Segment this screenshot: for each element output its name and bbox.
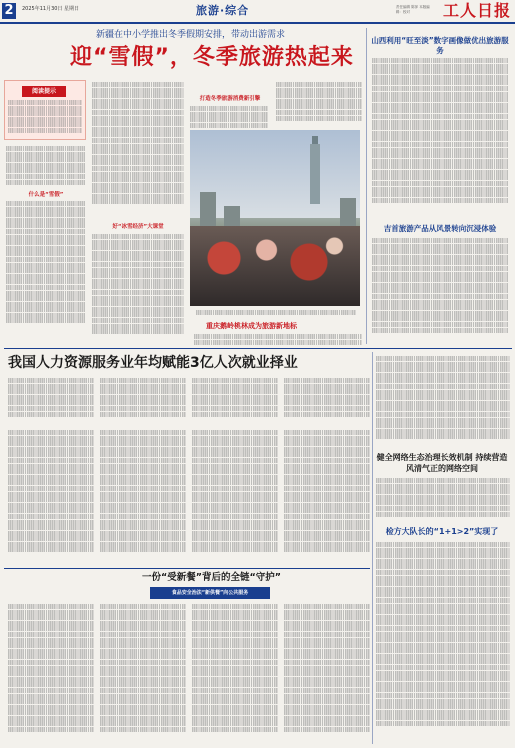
editors-credit: 责任编辑 陈萍 本版编辑：校对 — [396, 5, 430, 14]
lead-subhead-3: 打造冬季旅游消费新引擎 — [199, 96, 261, 102]
photo-caption-text — [196, 310, 356, 320]
food-safety-headline: 一份“受新餐”背后的全链“守护” — [142, 572, 281, 583]
lead-body-2 — [6, 201, 86, 341]
hr-services-headline: 我国人力资源服务业年均赋能3亿人次就业择业 — [8, 355, 298, 371]
page-number: 2 — [2, 3, 16, 19]
prosecutor-body — [376, 542, 510, 744]
section-title: 旅游·综合 — [196, 4, 250, 17]
lead-kicker: 新疆在中小学推出冬季假期安排，带动出游需求 — [96, 30, 286, 40]
lead-body-3 — [92, 82, 184, 220]
hr-services-body-2 — [8, 430, 370, 566]
prosecutor-headline: 检方大队长的“1+1>2”实现了 — [385, 527, 499, 536]
reading-tip-text — [8, 100, 82, 138]
photo-caption-text-2 — [194, 334, 362, 346]
right-headline-2: 吉首旅游产品从风景转向沉浸体验 — [383, 224, 497, 233]
network-body — [376, 478, 510, 522]
photo-caption-title: 重庆鹅岭桃林成为旅游新地标 — [206, 322, 297, 330]
column-divider — [366, 28, 367, 344]
right-body-2 — [372, 238, 508, 342]
right-body-3 — [376, 356, 510, 448]
column-divider-2 — [372, 352, 373, 744]
lead-headline: 迎“雪假”，冬季旅游热起来 — [70, 45, 354, 70]
network-headline: 健全网络生态治理长效机制 持续营造风清气正的网络空间 — [376, 453, 508, 473]
section-rule-2 — [4, 568, 370, 569]
lead-body-1 — [6, 146, 86, 190]
lead-body-4 — [92, 234, 184, 344]
lead-body-5 — [190, 106, 268, 128]
tourists-photo — [190, 130, 360, 306]
food-safety-body — [8, 604, 370, 744]
masthead-rule — [0, 22, 515, 24]
right-body-1 — [372, 58, 508, 218]
reading-tip-title: 阅读提示 — [22, 86, 66, 97]
issue-date: 2025年11月30日 星期日 — [22, 6, 80, 12]
hr-services-body — [8, 378, 370, 426]
lead-subhead-2: 好“冰雪经济”大课堂 — [112, 224, 164, 230]
section-rule-1 — [4, 348, 512, 349]
newspaper-logo: 工人日报 — [443, 1, 512, 20]
lead-body-6 — [276, 82, 362, 128]
lead-subhead-1: 什么是“雪假” — [28, 192, 64, 198]
food-safety-subhead: 食品安全治法“新供餐”向公共服务 — [150, 587, 270, 599]
right-headline-1: 山西利用“旺至淡”数字画像做优出旅游服务 — [371, 36, 509, 55]
